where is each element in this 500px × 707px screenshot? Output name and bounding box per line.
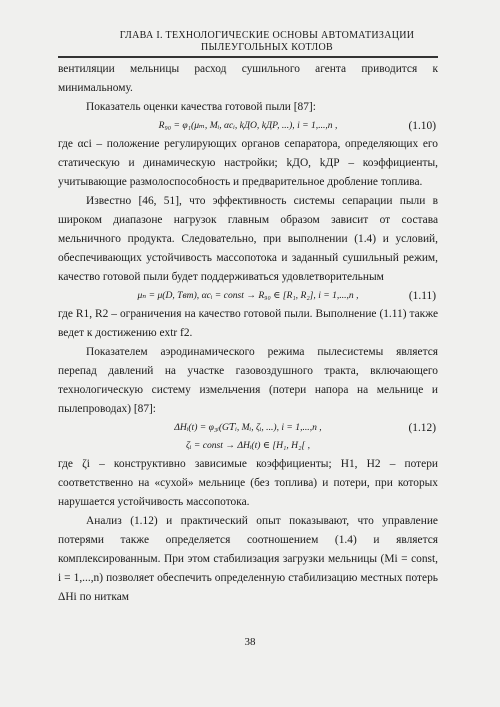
formula-1-12-number: (1.12) [408,422,436,434]
paragraph-where-zeta: где ζi – конструктивно зависимые коэффициенты; H1, H2 – потери соответственно на «сухой» мельнице (без топлива) и потери, при которых нарушается устойчивость массопотока. [58,458,438,508]
formula-1-11-body: μₙ = μ(D, Tвт), αcᵢ = const → R₉₀ ∈ [R₁, R₂], i = 1,...,n , [137,290,359,301]
page-number: 38 [244,636,256,648]
formula-1-10-body: R₉₀ = φ₁(μₘ, Mᵢ, αcᵢ, kДО, kДР, ...), i = 1,...,n , [158,120,338,131]
header-line-1: ГЛАВА I. ТЕХНОЛОГИЧЕСКИЕ ОСНОВЫ АВТОМАТИЗАЦИИ [119,30,415,41]
formula-1-11 [58,287,438,305]
paragraph-where-alpha: где αci – положение регулирующих органов сепаратора, определяющих его статическую и динамическую настройки; kДО, kДР – коэффициенты, учитывающие размолоспособность и предварительное дробление топлива. [58,138,438,188]
paragraph-quality-indicator: Показатель оценки качества готовой пыли [87]: [86,101,316,113]
formula-1-10-number: (1.10) [408,120,436,132]
formula-1-11-number: (1.11) [408,290,436,302]
formula-1-12 [58,419,438,437]
formula-1-10 [58,117,438,135]
formula-1-12-body-b: ζᵢ = const → ΔHᵢ(t) ∈ [H₁, H₂[ , [186,440,310,451]
header-rule [58,56,438,58]
paragraph-continued: вентиляции мельницы расход сушильного агента приводится к минимальному. [58,63,438,94]
running-header [112,30,422,54]
formula-1-12-body-a: ΔHᵢ(t) = φ₃ᵢ(G𝑇ᵢ, Mᵢ, ζᵢ, ...), i = 1,...,n , [174,422,322,433]
formula-1-12-second-line [58,437,438,455]
header-line-2: ПЫЛЕУГОЛЬНЫХ КОТЛОВ [201,42,333,53]
paragraph-where-r: где R1, R2 – ограничения на качество готовой пыли. Выполнение (1.11) также ведет к достижению extr f2. [58,308,438,339]
body-text [58,60,438,607]
paragraph-aerodynamic-mode: Показателем аэродинамического режима пылесистемы является перепад давлений на участке газовоздушного тракта, включающего технологическую систему измельчения (потери напора на мельнице и пылепроводах) [87]: [58,346,438,415]
paragraph-separation-efficiency: Известно [46, 51], что эффективность системы сепарации пыли в широком диапазоне нагрузок главным образом зависит от состава мельничного продукта. Следовательно, при выполнении (1.4) и условий, обеспечивающих устойчивость массопотока и заданный сушильный режим, качество готовой пыли будет поддерживаться удовлетворительным [58,195,438,283]
paragraph-analysis: Анализ (1.12) и практический опыт показывают, что управление потерями также определяется соотношением (1.4) и является комплексированным. При этом стабилизация загрузки мельницы (Mi = const, i = 1,...,n) позволяет обеспечить определенную стабилизацию местных потерь ΔHi по ниткам [58,515,438,603]
